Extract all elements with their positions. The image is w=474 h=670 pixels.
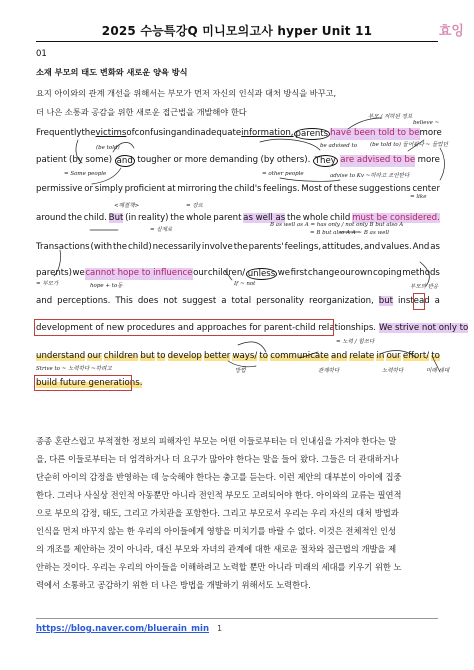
annotation-be-advised: be advised to — [320, 143, 358, 149]
passage-line-1: Frequently the victims of confusing and inadequate information, parents have been told to be more — [36, 128, 442, 139]
passage-line-5: Transactions (with the child) necessarily involve the parents' feelings, attitudes, and values. And as — [36, 242, 440, 252]
annotation-as-parents: = 부모가 — [36, 281, 59, 287]
annotation-as-well-as: B as well as A = has only / not only B but also A — [270, 222, 404, 228]
annotation-be-told: (be told) — [96, 145, 120, 151]
annotation-told: (be told to) 들어왔다 ~ 들었던 — [370, 142, 448, 148]
annotation-other-people: = other people — [262, 171, 304, 177]
red-box-a — [413, 293, 425, 310]
passage-line-2: patient (by some) and tougher or more demanding (by others). They are advised to be more — [36, 155, 440, 166]
annotation-emphasis: = 강요 — [186, 203, 203, 209]
annotation-effort: 노력하다 — [382, 368, 404, 374]
annotation-coping: 부모의 반응 — [410, 284, 439, 290]
topic-line: 소재 부모의 태도 변화와 새로운 양육 방식 — [36, 67, 188, 77]
gist-line-2: 더 나은 소통과 공감을 위한 새로운 접근법을 개발해야 한다 — [36, 107, 247, 117]
passage-line-3: permissive or simply proficient at mirroring the child's feelings. Most of these suggestions center — [36, 184, 440, 194]
red-box-build — [34, 375, 132, 391]
passage-line-6: parents) we cannot hope to influence our children/ unless we first change our own coping methods — [36, 268, 440, 279]
annotation-hope-to: hope + to동 — [90, 283, 123, 289]
annotation-unless: If ~ not — [234, 281, 256, 287]
page-number: 1 — [217, 624, 223, 633]
gist-line-1: 요지 아이와의 관계 개선을 위해서는 부모가 먼저 자신의 인식과 대처 방식을 바꾸고, — [36, 88, 337, 98]
annotation-advise: advise to Kv ~하라고 조언받다 — [330, 173, 410, 179]
question-number: 01 — [36, 49, 47, 59]
key-sentence: development of new procedures and approaches for parent-child relationships. — [36, 323, 377, 333]
translation-paragraph: 종종 혼란스럽고 부적절한 정보의 피해자인 부모는 어떤 이들로부터는 더 인내심을 가져야 한다는 말 을, 다른 이들로부터는 더 엄격하거나 더 요구가 많아야 한다는 말을 들어 왔다. 그들은 더 관대하거나 단순히 아이의 감정을 반영하는 데 능숙해야 한다는 충고를 듣는다. 이런 제안의 대부분이 아이에 집중 한다. 그러나 사실상 전인적 아동뿐만 아니라 전인적 부모도 고려되어야 한다. 아이와의 교류는 필연적 으로 부모의 감정, 태도, 그리고 가치관을 포함한다. 그리고 부모로서 우리는 우리 자신의 대처 방법과 인식을 먼저 바꾸지 않는 한 우리의 아이들에게 영향을 미치기를 바랄 수 없다. 이것은 전체적인 인성 의 개조를 제안하는 것이 아니라, 대신 부모와 자녀의 관계에 대한 새로운 절차와 접근법의 개발을 제 안하는 것이다. 우리는 우리의 아이들을 이해하려고 노력할 뿐만 아니라 미래의 세대를 키우기 위한 노 력에서 소통하고 공감하기 위한 더 나은 방법을 개발하기 위해서도 노력한다. — [36, 436, 402, 590]
annotation-parents: 부모 / 저하된 정보 — [368, 114, 413, 120]
annotation-in-reality: = 실제로 — [150, 227, 173, 233]
annotation-strive-to: Strive to ~ 노력하다 ~하려고 — [36, 366, 112, 372]
annotation-relate: 관계하다 — [318, 368, 340, 374]
header-rule — [36, 41, 438, 42]
annotation-ways: 방법 — [235, 368, 246, 374]
blog-link[interactable]: https://blog.naver.com/bluerain_min — [36, 624, 210, 634]
passage-line-7: and perceptions. This does not suggest a total personality reorganization, but instead a — [36, 296, 440, 306]
footer-rule — [36, 618, 438, 619]
annotation-believe: believe ~ — [413, 120, 440, 126]
passage-line-10: build future generations. — [36, 378, 143, 388]
annotation-like: = like — [410, 194, 427, 200]
annotation-some-people: = Some people — [64, 171, 107, 177]
red-box-key-sentence — [34, 319, 334, 336]
worksheet-title: 2025 수능특강Q 미니모의고사 hyper Unit 11 — [101, 24, 373, 38]
annotation-future-gen: 미래 세대 — [426, 368, 450, 374]
passage-line-4: around the child. But (in reality) the whole parent as well as the whole child must be considered. — [36, 213, 440, 223]
annotation-strive: = 노력 / 힘쓰다 — [336, 339, 375, 345]
annotation-but-also: = B but also A A ~ B as well — [310, 230, 390, 236]
brand-logo: 효잉 — [438, 24, 464, 39]
annotation-solution: <해결책> — [114, 203, 140, 209]
passage-line-9: understand our children but to develop better ways/ to communicate and relate in our effort/ to — [36, 351, 440, 361]
passage-line-8: development of new procedures and approaches for parent-child relationships. We strive not only to — [36, 323, 469, 333]
